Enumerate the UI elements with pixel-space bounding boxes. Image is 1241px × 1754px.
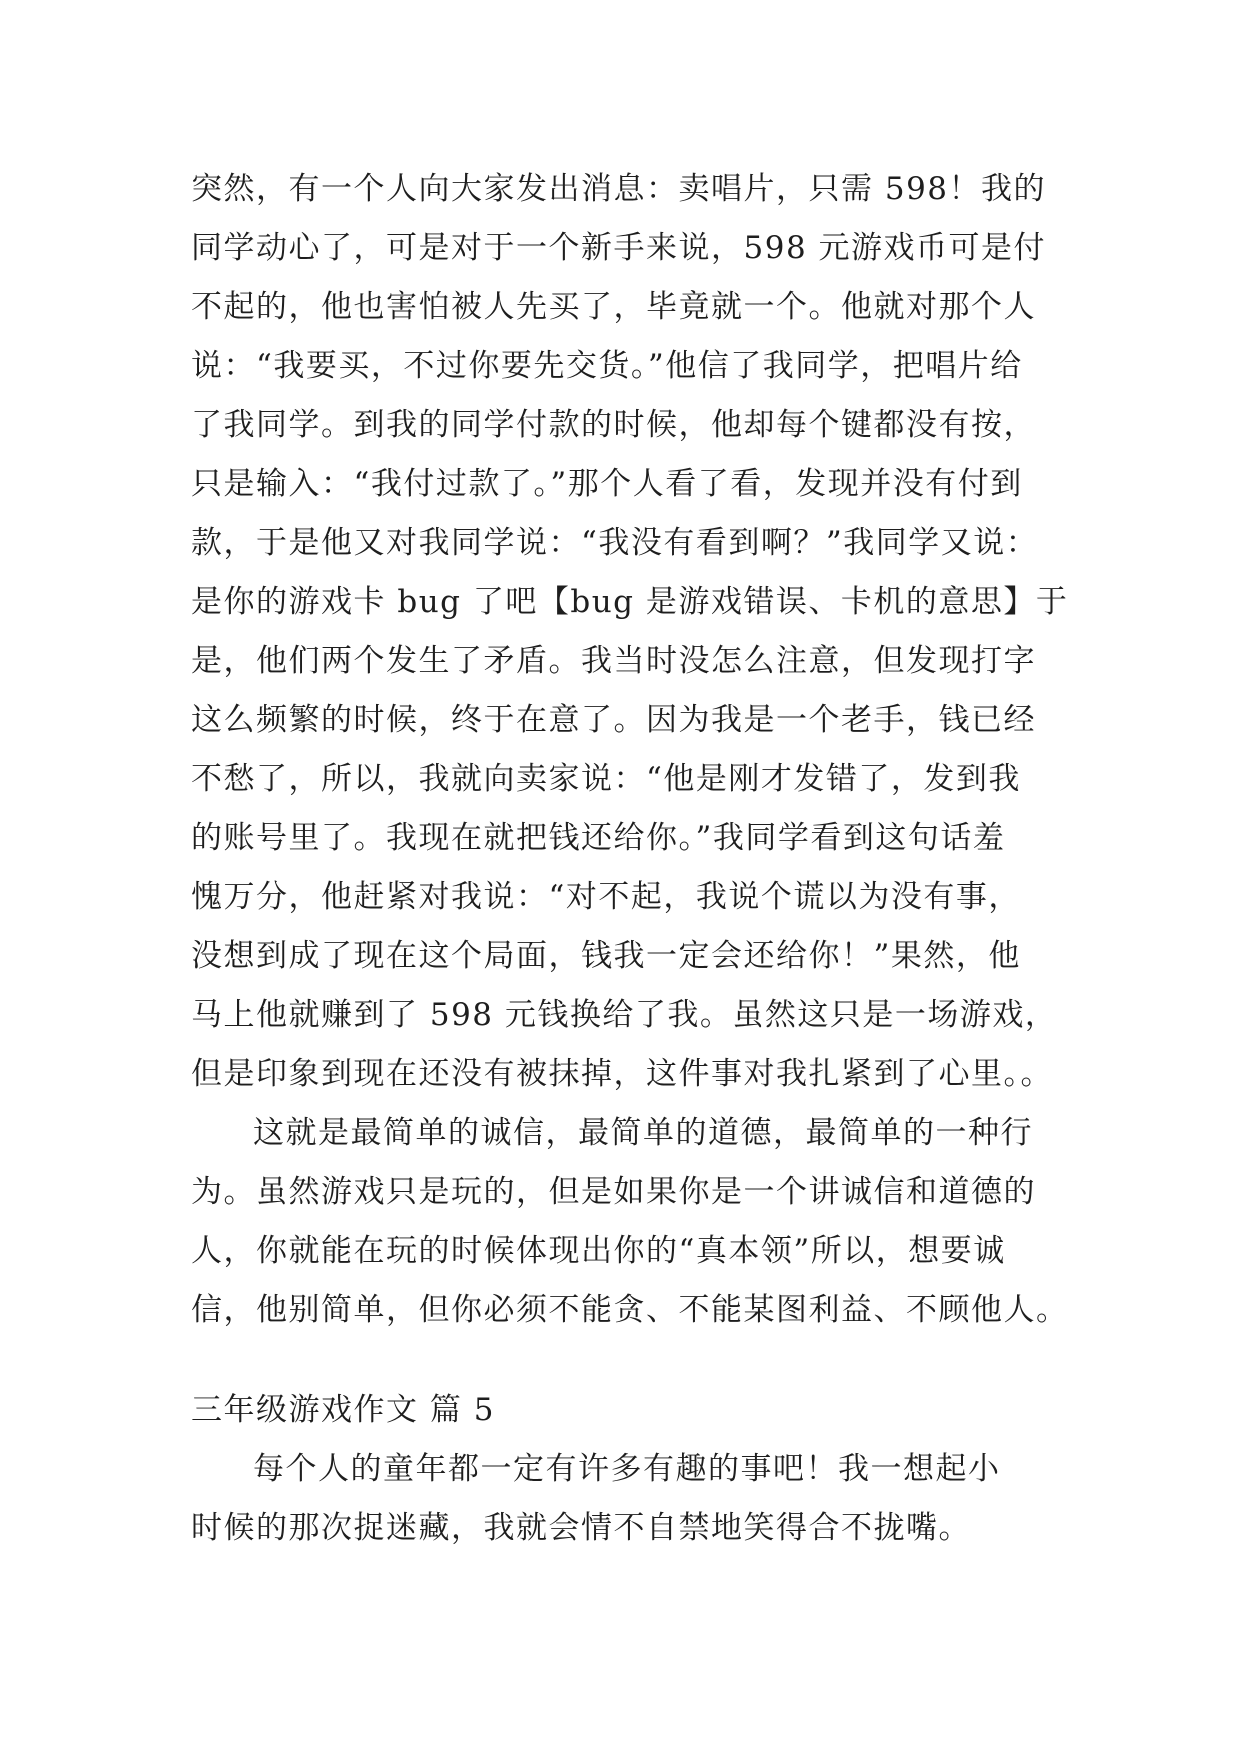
text-line: 每个人的童年都一定有许多有趣的事吧！我一想起小 [253, 1451, 1001, 1487]
text-line: 没想到成了现在这个局面，钱我一定会还给你！”果然，他 [191, 938, 1021, 974]
text-line: 款，于是他又对我同学说：“我没有看到啊？”我同学又说： [191, 525, 1039, 561]
text-line: 了我同学。到我的同学付款的时候，他却每个键都没有按， [191, 407, 1036, 443]
text-line: 同学动心了，可是对于一个新手来说，598 元游戏币可是付 [191, 230, 1047, 266]
text-line: 为。虽然游戏只是玩的，但是如果你是一个讲诚信和道德的 [191, 1174, 1036, 1210]
text-line: 不起的，他也害怕被人先买了，毕竟就一个。他就对那个人 [191, 289, 1036, 325]
text-line: 马上他就赚到了 598 元钱换给了我。虽然这只是一场游戏， [191, 997, 1058, 1033]
section-spacer [191, 1340, 1061, 1381]
text-line: 这就是最简单的诚信，最简单的道德，最简单的一种行 [253, 1115, 1033, 1151]
text-line: 但是印象到现在还没有被抹掉，这件事对我扎紧到了心里。。 [191, 1056, 1053, 1092]
text-line: 信，他别简单，但你必须不能贪、不能某图利益、不顾他人。 [191, 1292, 1069, 1328]
document-body [191, 160, 1069, 1558]
paragraph-story-end [191, 160, 1069, 1104]
text-line: 不愁了，所以，我就向卖家说：“他是刚才发错了，发到我 [191, 761, 1021, 797]
text-line: 只是输入：“我付过款了。”那个人看了看，发现并没有付到 [191, 466, 1023, 502]
text-line: 突然，有一个人向大家发出消息：卖唱片，只需 598！我的 [191, 171, 1047, 207]
paragraph-conclusion [191, 1104, 1069, 1340]
text-line: 说：“我要买，不过你要先交货。”他信了我同学，把唱片给 [191, 348, 1023, 384]
text-line: 是，他们两个发生了矛盾。我当时没怎么注意，但发现打字 [191, 643, 1036, 679]
text-line: 是你的游戏卡 bug 了吧【bug 是游戏错误、卡机的意思】于 [191, 584, 1069, 620]
paragraph-intro [191, 1440, 1061, 1558]
text-line: 时候的那次捉迷藏，我就会情不自禁地笑得合不拢嘴。 [191, 1510, 971, 1546]
text-line: 人，你就能在玩的时候体现出你的“真本领”所以，想要诚 [191, 1233, 1006, 1269]
text-line: 这么频繁的时候，终于在意了。因为我是一个老手，钱已经 [191, 702, 1036, 738]
text-line: 愧万分，他赶紧对我说：“对不起，我说个谎以为没有事， [191, 879, 1021, 915]
text-line: 的账号里了。我现在就把钱还给你。”我同学看到这句话羞 [191, 820, 1006, 856]
section-heading: 三年级游戏作文 篇 5 [191, 1392, 495, 1428]
